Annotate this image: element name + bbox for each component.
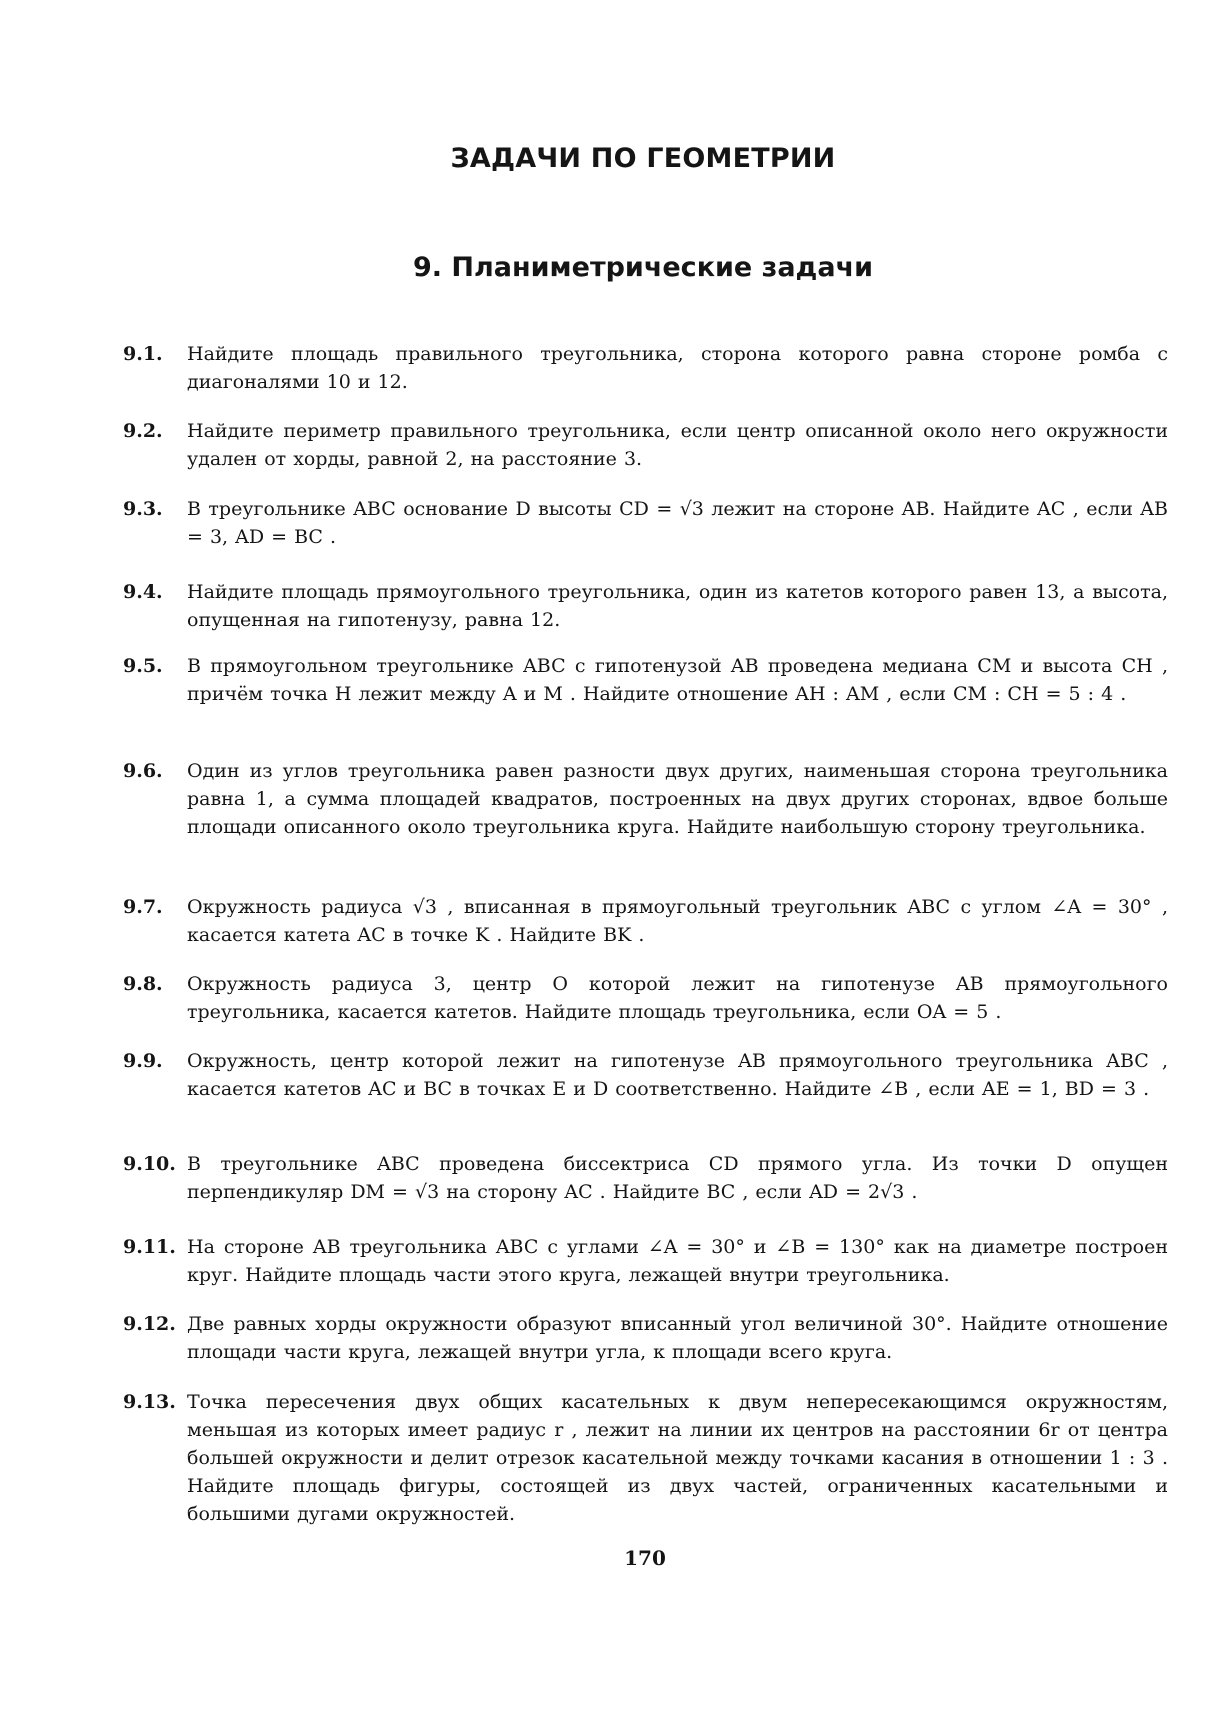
- problem-text: Окружность радиуса √3 , вписанная в прямоугольный треугольник ABC с углом ∠A = 30° , касается катета AC в точке K . Найдите BK .: [187, 896, 1168, 946]
- problem-number: 9.6.: [123, 760, 163, 782]
- problem-number: 9.7.: [123, 896, 163, 918]
- problem-9-7: [123, 893, 1168, 949]
- problem-9-8: [123, 970, 1168, 1026]
- problem-text: Окружность, центр которой лежит на гипотенузе AB прямоугольного треугольника ABC , касается катетов AC и BC в точках E и D соответственно. Найдите ∠B , если AE = 1, BD = 3 .: [187, 1050, 1168, 1100]
- problem-text: На стороне AB треугольника ABC с углами ∠A = 30° и ∠B = 130° как на диаметре построен круг. Найдите площадь части этого круга, лежащей внутри треугольника.: [187, 1236, 1168, 1286]
- problem-number: 9.4.: [123, 581, 163, 603]
- problem-9-13: [123, 1388, 1168, 1528]
- problem-text: Найдите периметр правильного треугольника, если центр описанной около него окружности удален от хорды, равной 2, на расстояние 3.: [187, 420, 1168, 470]
- problem-number: 9.13.: [123, 1391, 176, 1413]
- problem-9-3: [123, 495, 1168, 551]
- problem-9-4: [123, 578, 1168, 634]
- problem-number: 9.3.: [123, 498, 163, 520]
- problem-number: 9.1.: [123, 343, 163, 365]
- problem-9-1: [123, 340, 1168, 396]
- problem-9-2: [123, 417, 1168, 473]
- page-heading: ЗАДАЧИ ПО ГЕОМЕТРИИ: [450, 143, 836, 174]
- section-title: 9. Планиметрические задачи: [412, 252, 874, 283]
- problem-text: Окружность радиуса 3, центр O которой лежит на гипотенузе AB прямоугольного треугольника, касается катетов. Найдите площадь треугольника, если OA = 5 .: [187, 973, 1168, 1023]
- problem-text: Один из углов треугольника равен разности двух других, наименьшая сторона треугольника равна 1, а сумма площадей квадратов, построенных на двух других сторонах, вдвое больше площади описанного около треугольника круга. Найдите наибольшую сторону треугольника.: [187, 760, 1168, 838]
- problem-9-11: [123, 1233, 1168, 1289]
- problem-9-12: [123, 1310, 1168, 1366]
- problem-text: В треугольнике ABC проведена биссектриса CD прямого угла. Из точки D опущен перпендикуляр DM = √3 на сторону AC . Найдите BC , если AD = 2√3 .: [187, 1153, 1168, 1203]
- problem-number: 9.8.: [123, 973, 163, 995]
- problem-text: Две равных хорды окружности образуют вписанный угол величиной 30°. Найдите отношение площади части круга, лежащей внутри угла, к площади всего круга.: [187, 1313, 1168, 1363]
- problem-text: Найдите площадь правильного треугольника, сторона которого равна стороне ромба с диагоналями 10 и 12.: [187, 343, 1168, 393]
- problem-text: Найдите площадь прямоугольного треугольника, один из катетов которого равен 13, а высота, опущенная на гипотенузу, равна 12.: [187, 581, 1168, 631]
- problem-text: В прямоугольном треугольнике ABC с гипотенузой AB проведена медиана CM и высота CH , причём точка H лежит между A и M . Найдите отношение AH : AM , если CM : CH = 5 : 4 .: [187, 655, 1168, 705]
- page-number: 170: [624, 1546, 666, 1570]
- problem-number: 9.10.: [123, 1153, 176, 1175]
- problem-number: 9.11.: [123, 1236, 176, 1258]
- problem-number: 9.5.: [123, 655, 163, 677]
- problem-9-9: [123, 1047, 1168, 1103]
- problem-9-6: [123, 757, 1168, 841]
- problem-number: 9.9.: [123, 1050, 163, 1072]
- problem-9-5: [123, 652, 1168, 708]
- problem-9-10: [123, 1150, 1168, 1206]
- problem-text: Точка пересечения двух общих касательных к двум непересекающимся окружностям, меньшая из которых имеет радиус r , лежит на линии их центров на расстоянии 6r от центра большей окружности и делит отрезок касательной между точками касания в отношении 1 : 3 . Найдите площадь фигуры, состоящей из двух частей, ограниченных касательными и большими дугами окружностей.: [187, 1391, 1168, 1525]
- problem-text: В треугольнике ABC основание D высоты CD = √3 лежит на стороне AB. Найдите AC , если AB = 3, AD = BC .: [187, 498, 1168, 548]
- problem-number: 9.2.: [123, 420, 163, 442]
- problem-number: 9.12.: [123, 1313, 176, 1335]
